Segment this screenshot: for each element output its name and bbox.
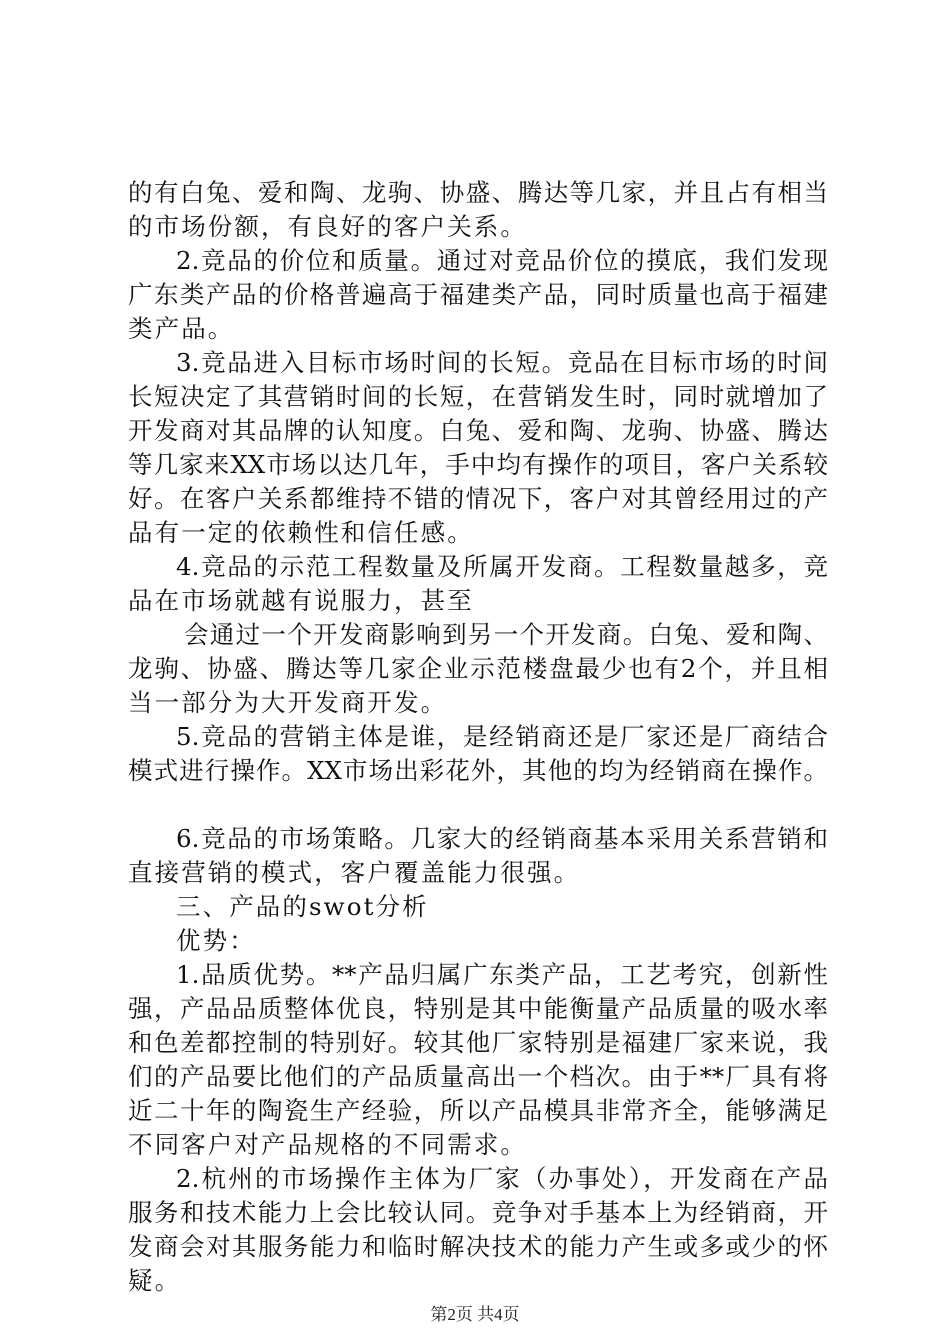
text-line: 会通过一个开发商影响到另一个开发商。白兔、爱和陶、 (184, 620, 828, 649)
section-heading: 三、产品的swot分析 (176, 892, 429, 921)
text-line: 近二十年的陶瓷生产经验，所以产品模具非常齐全，能够满足 (128, 1096, 828, 1125)
text-line: 6.竞品的市场策略。几家大的经销商基本采用关系营销和 (176, 824, 828, 853)
text-line: 龙驹、协盛、腾达等几家企业示范楼盘最少也有2个，并且相 (128, 654, 828, 683)
text-line: 2.杭州的市场操作主体为厂家（办事处），开发商在产品 (176, 1164, 828, 1193)
text-line: 5.竞品的营销主体是谁，是经销商还是厂家还是厂商结合 (176, 722, 828, 751)
text-line: 品在市场就越有说服力，甚至 (128, 586, 474, 615)
text-line: 的有白兔、爱和陶、龙驹、协盛、腾达等几家，并且占有相当 (128, 178, 828, 207)
text-line: 当一部分为大开发商开发。 (128, 688, 448, 717)
text-line: 等几家来XX市场以达几年，手中均有操作的项目，客户关系较 (128, 450, 828, 479)
text-line: 类产品。 (128, 314, 235, 343)
text-line: 们的产品要比他们的产品质量高出一个档次。由于**厂具有将 (128, 1062, 828, 1091)
text-line: 开发商对其品牌的认知度。白兔、爱和陶、龙驹、协盛、腾达 (128, 416, 828, 445)
text-line: 和色差都控制的特别好。较其他厂家特别是福建厂家来说，我 (128, 1028, 828, 1057)
text-line: 模式进行操作。XX市场出彩花外，其他的均为经销商在操作。 (128, 756, 828, 785)
text-line: 1.品质优势。**产品归属广东类产品，工艺考究，创新性 (176, 960, 828, 989)
text-line: 3.竞品进入目标市场时间的长短。竞品在目标市场的时间 (176, 348, 828, 377)
text-line: 优势： (176, 926, 256, 955)
text-line: 品有一定的依赖性和信任感。 (128, 518, 474, 547)
page-footer: 第2页 共4页 (430, 1305, 520, 1324)
text-line: 广东类产品的价格普遍高于福建类产品，同时质量也高于福建 (128, 280, 828, 309)
text-line: 疑。 (128, 1266, 182, 1295)
text-line: 的市场份额，有良好的客户关系。 (128, 212, 527, 241)
text-line: 发商会对其服务能力和临时解决技术的能力产生或多或少的怀 (128, 1232, 828, 1261)
text-line: 服务和技术能力上会比较认同。竞争对手基本上为经销商，开 (128, 1198, 828, 1227)
text-line: 直接营销的模式，客户覆盖能力很强。 (128, 858, 581, 887)
text-line: 2.竞品的价位和质量。通过对竞品价位的摸底，我们发现 (176, 246, 828, 275)
text-line: 不同客户对产品规格的不同需求。 (128, 1130, 527, 1159)
text-line: 长短决定了其营销时间的长短，在营销发生时，同时就增加了 (128, 382, 828, 411)
text-line: 强，产品品质整体优良，特别是其中能衡量产品质量的吸水率 (128, 994, 828, 1023)
text-line: 4.竞品的示范工程数量及所属开发商。工程数量越多，竞 (176, 552, 828, 581)
text-line: 好。在客户关系都维持不错的情况下，客户对其曾经用过的产 (128, 484, 828, 513)
